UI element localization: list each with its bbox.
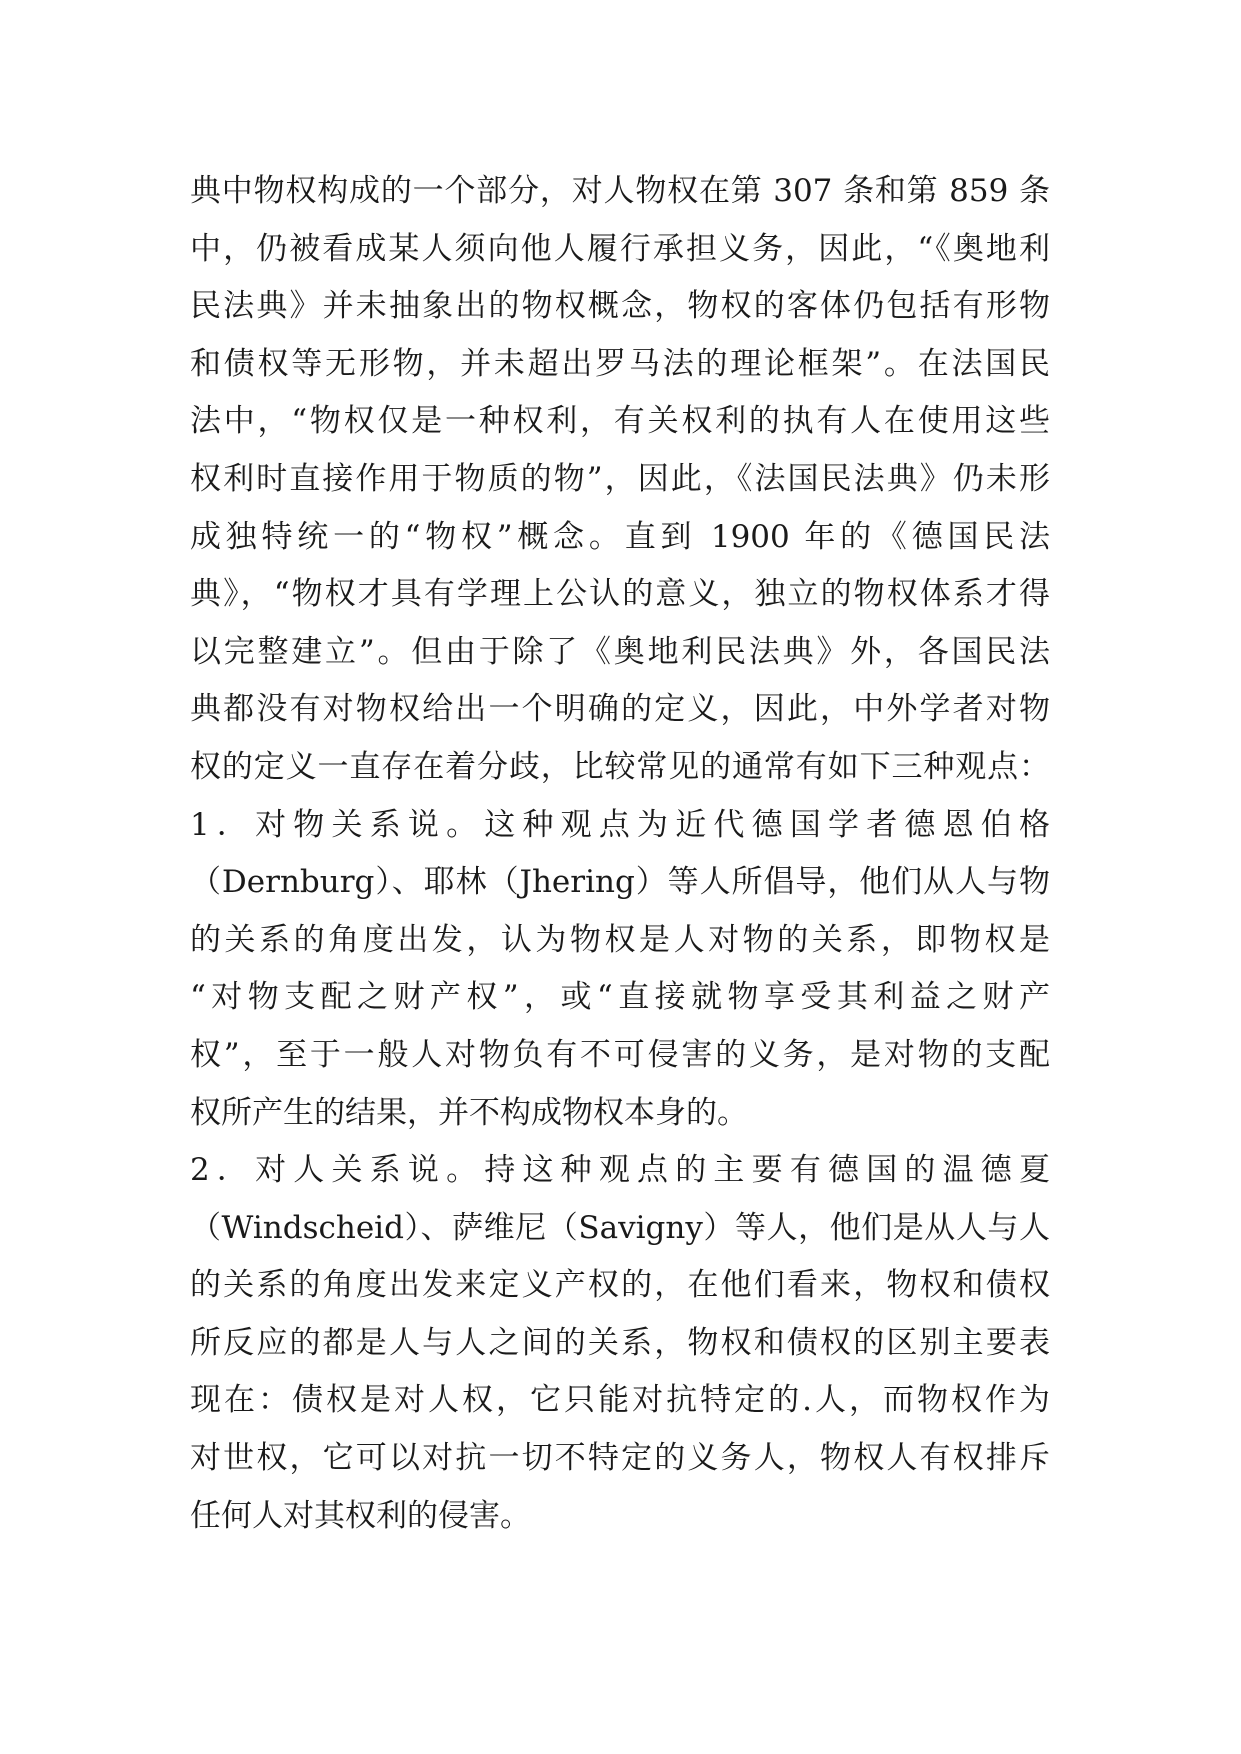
text-line: 法中，“物权仅是一种权利，有关权利的执有人在使用这些: [190, 403, 1050, 440]
list-item-1-heading: 1．对物关系说。这种观点为近代德国学者德恩伯格: [190, 806, 1050, 843]
text-line: 典》，“物权才具有学理上公认的意义，独立的物权体系才得: [190, 576, 1050, 613]
text-line: 的关系的角度出发，认为物权是人对物的关系，即物权是: [190, 921, 1050, 958]
text-line: 权所产生的结果，并不构成物权本身的。: [190, 1094, 748, 1131]
text-line: 成独特统一的“物权”概念。直到 1900 年的《德国民法: [190, 518, 1050, 555]
list-item-2-heading: 2．对人关系说。持这种观点的主要有德国的温德夏: [190, 1152, 1050, 1189]
text-line: 以完整建立”。但由于除了《奥地利民法典》外，各国民法: [190, 633, 1050, 670]
text-line: 任何人对其权利的侵害。: [190, 1497, 531, 1534]
text-line: 中，仍被看成某人须向他人履行承担义务，因此，“《奥地利: [190, 230, 1050, 267]
text-line: 权的定义一直存在着分歧，比较常见的通常有如下三种观点：: [190, 748, 1050, 785]
text-line: “对物支配之财产权”，或“直接就物享受其利益之财产: [190, 979, 1050, 1016]
text-line: 权利时直接作用于物质的物”，因此，《法国民法典》仍未形: [190, 460, 1050, 497]
text-line: 典中物权构成的一个部分，对人物权在第 307 条和第 859 条: [190, 173, 1050, 209]
body-text: [190, 163, 1050, 1545]
text-line: 对世权，它可以对抗一切不特定的义务人，物权人有权排斥: [190, 1440, 1050, 1477]
text-line: （Windscheid）、萨维尼（Savigny）等人，他们是从人与人: [190, 1209, 1050, 1246]
text-line: 民法典》并未抽象出的物权概念，物权的客体仍包括有形物: [190, 288, 1050, 325]
text-line: 的关系的角度出发来定义产权的，在他们看来，物权和债权: [190, 1267, 1050, 1304]
text-line: （Dernburg）、耶林（Jhering）等人所倡导，他们从人与物: [190, 864, 1050, 901]
text-line: 权”，至于一般人对物负有不可侵害的义务，是对物的支配: [190, 1036, 1050, 1073]
text-line: 和债权等无形物，并未超出罗马法的理论框架”。在法国民: [190, 345, 1050, 382]
text-line: 所反应的都是人与人之间的关系，物权和债权的区别主要表: [190, 1324, 1050, 1361]
text-line: 现在：债权是对人权，它只能对抗特定的.人，而物权作为: [190, 1382, 1050, 1419]
text-line: 典都没有对物权给出一个明确的定义，因此，中外学者对物: [190, 691, 1050, 728]
